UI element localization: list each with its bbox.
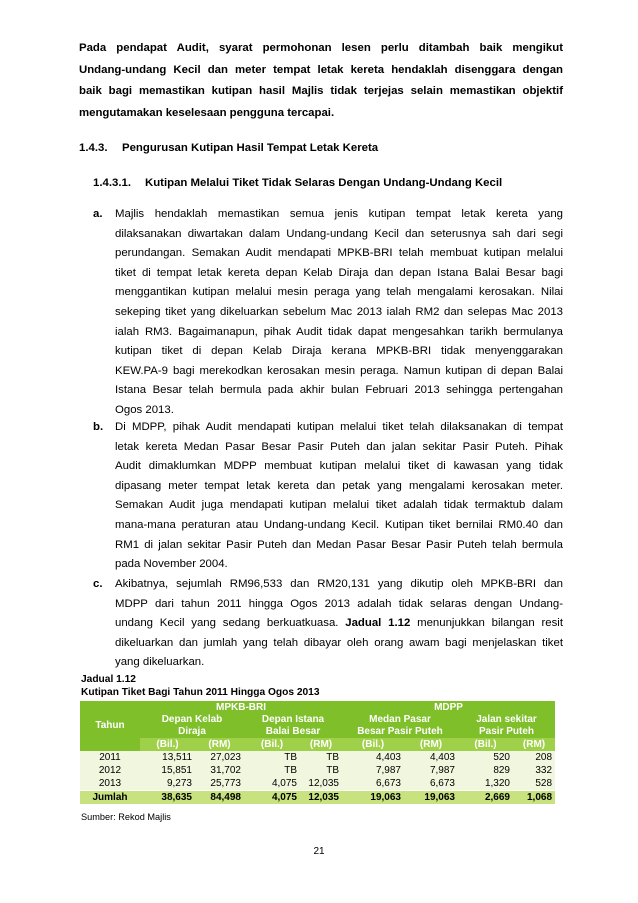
table-title: Kutipan Tiket Bagi Tahun 2011 Hingga Ogos 2013 (81, 687, 320, 698)
paragraph-text: menunjukkan bilangan resit (410, 617, 563, 630)
paragraph-line: dipasang meter tempat letak kereta dan petak yang mengalami kerosakan meter. (115, 479, 563, 492)
table-header-row (80, 714, 555, 738)
intro-line: mengutamakan keselesaan pengguna tercapai. (79, 106, 335, 119)
table-cell: 27,023 (195, 751, 244, 764)
col-depan-kelab-diraja (140, 714, 244, 738)
table-cell: 7,987 (404, 764, 458, 777)
table-cell: 9,273 (140, 777, 195, 791)
table-cell: TB (244, 751, 300, 764)
section-title: Pengurusan Kutipan Hasil Tempat Letak Kereta (122, 142, 379, 154)
table-cell: 25,773 (195, 777, 244, 791)
paragraph-c (93, 575, 563, 673)
table-cell: 4,075 (244, 791, 300, 805)
paragraph-line: dikeluarkan dan jumlah yang telah dibayar oleh orang awam bagi menjelaskan tiket (115, 636, 563, 649)
table-cell: 829 (458, 764, 513, 777)
paragraph-line: perundangan. Semakan Audit mendapati MPKB-BRI telah membuat kutipan melalui (115, 247, 563, 260)
table-total-row (80, 791, 555, 805)
paragraph-text: undang Kecil yang sedang berkuatkuasa. (115, 617, 346, 630)
table-cell: 15,851 (140, 764, 195, 777)
paragraph-line: Istana Besar telah bermula pada akhir bulan Februari 2013 sehingga pertengahan (115, 384, 563, 397)
table-cell: TB (244, 764, 300, 777)
intro-paragraph (79, 38, 563, 124)
unit-rm: (RM) (513, 738, 555, 751)
table-cell: TB (300, 764, 342, 777)
table-caption (81, 673, 320, 699)
header-line: Depan Kelab (161, 714, 223, 725)
paragraph-line: tiket di tempat letak kereta depan Kelab Diraja dan depan Istana Balai Besar bagi (115, 266, 563, 279)
header-line: Pasir Puteh (479, 726, 535, 737)
table-cell: 13,511 (140, 751, 195, 764)
table-cell: 208 (513, 751, 555, 764)
table-cell: 12,035 (300, 777, 342, 791)
paragraph-line: menggantikan kutipan melalui mesin peraga yang telah mengalami kerosakan. Nilai (115, 286, 563, 299)
paragraph-line: letak kereta Medan Pasar Besar Pasir Puteh dan jalan sekitar Pasir Puteh. Pihak (115, 440, 563, 453)
intro-line: Undang-undang Kecil dan meter tempat letak kereta hendaklah disenggara dengan (79, 63, 563, 76)
table-number: Jadual 1.12 (81, 674, 136, 685)
table-cell: Jumlah (80, 791, 140, 805)
table-cell: 2011 (80, 751, 140, 764)
table-cell: 528 (513, 777, 555, 791)
table-cell: 1,068 (513, 791, 555, 805)
paragraph-line: ialah RM3. Bagaimanapun, pihak Audit tidak dapat mengesahkan tarikh bermulanya (115, 325, 563, 338)
paragraph-line: Semakan Audit juga mendapati kutipan melalui tiket adalah tidak termaktub dalam (115, 499, 563, 512)
paragraph-line: kutipan tiket di depan Kelab Diraja kerana MPKB-BRI tidak menyenggarakan (115, 345, 563, 358)
paragraph-line: Audit dimaklumkan MDPP membuat kutipan melalui tiket di kawasan yang tidak (115, 460, 563, 473)
paragraph-a (93, 205, 563, 421)
table-row (80, 777, 555, 791)
paragraph-line: mana-mana peraturan atau Undang-undang Kecil. Kutipan tiket bernilai RM0.40 dan (115, 518, 563, 531)
table-cell: 4,403 (404, 751, 458, 764)
paragraph-label: c. (93, 578, 103, 590)
header-line: Jalan sekitar (476, 714, 537, 725)
header-line: Medan Pasar (369, 714, 431, 725)
table-row (80, 764, 555, 777)
header-line: Depan Istana (261, 714, 325, 725)
table-cell: 4,075 (244, 777, 300, 791)
paragraph-line: yang dikeluarkan. (115, 656, 205, 669)
paragraph-line: Ogos 2013. (115, 403, 174, 416)
paragraph-line: MDPP dari tahun 2011 hingga Ogos 2013 adalah tidak selaras dengan Undang- (115, 597, 563, 610)
subsection-title: Kutipan Melalui Tiket Tidak Selaras Dengan Undang-Undang Kecil (145, 177, 503, 189)
paragraph-line: Akibatnya, sejumlah RM96,533 dan RM20,131 yang dikutip oleh MPKB-BRI dan (115, 578, 563, 590)
unit-bil: (Bil.) (140, 738, 195, 751)
table-cell: 520 (458, 751, 513, 764)
section-number: 1.4.3. (79, 142, 108, 154)
paragraph-line: RM1 di jalan sekitar Pasir Puteh dan Medan Pasar Besar Pasir Puteh telah bermula (115, 538, 563, 551)
table-cell: 4,403 (342, 751, 404, 764)
unit-rm: (RM) (195, 738, 244, 751)
col-tahun: Tahun (80, 701, 140, 751)
header-line: Diraja (178, 726, 206, 737)
table-cell: 332 (513, 764, 555, 777)
table-cell: 6,673 (404, 777, 458, 791)
table-cell: 19,063 (342, 791, 404, 805)
table-row (80, 751, 555, 764)
intro-line: baik bagi memastikan kutipan hasil Majlis tidak terjejas selain memastikan objektif (79, 85, 563, 97)
table-cell: 31,702 (195, 764, 244, 777)
table-unit-row (80, 738, 555, 751)
group-mpkb-bri: MPKB-BRI (140, 701, 342, 714)
table-cell: 2,669 (458, 791, 513, 805)
intro-line: Pada pendapat Audit, syarat permohonan lesen perlu ditambah baik mengikut (79, 42, 563, 54)
table-cell: 12,035 (300, 791, 342, 805)
paragraph-line: Di MDPP, pihak Audit mendapati kutipan melalui tiket telah dilaksanakan di tempat (115, 421, 563, 433)
ticket-collection-table (80, 701, 555, 804)
paragraph-line: pada November 2004. (115, 558, 228, 571)
table-cell: 6,673 (342, 777, 404, 791)
paragraph-line: dilaksanakan diwartakan dalam Undang-undang Kecil dan seterusnya sah dari segi (115, 227, 563, 240)
unit-rm: (RM) (404, 738, 458, 751)
table-cell: TB (300, 751, 342, 764)
section-heading (79, 142, 378, 154)
subsection-number: 1.4.3.1. (93, 177, 131, 189)
paragraph-line: KEW.PA-9 bagi merekodkan kerosakan mesin peraga. Namun kutipan di depan Balai (115, 364, 563, 377)
table-cell: 2012 (80, 764, 140, 777)
col-medan-pasar (342, 714, 458, 738)
table-cell: 2013 (80, 777, 140, 791)
paragraph-line: Majlis hendaklah memastikan semua jenis kutipan tempat letak kereta yang (115, 208, 563, 220)
page-number: 21 (313, 846, 325, 857)
table-cell: 19,063 (404, 791, 458, 805)
table-cell: 1,320 (458, 777, 513, 791)
unit-bil: (Bil.) (342, 738, 404, 751)
table-cell: 7,987 (342, 764, 404, 777)
header-line: Besar Pasir Puteh (357, 726, 443, 737)
paragraph-b (93, 418, 563, 575)
header-line: Balai Besar (265, 726, 321, 737)
paragraph-line: sekeping tiket yang dikeluarkan sebelum Mac 2013 ialah RM2 dan selepas Mac 2013 (115, 305, 563, 318)
table-cell: 84,498 (195, 791, 244, 805)
paragraph-line (115, 614, 563, 634)
col-depan-istana-balai-besar (244, 714, 342, 738)
table-reference: Jadual 1.12 (345, 617, 411, 630)
unit-bil: (Bil.) (244, 738, 300, 751)
unit-rm: (RM) (300, 738, 342, 751)
subsection-heading (93, 177, 502, 189)
table-header-row (80, 701, 555, 714)
table-cell: 38,635 (140, 791, 195, 805)
table-source: Sumber: Rekod Majlis (81, 812, 171, 822)
col-jalan-sekitar (458, 714, 555, 738)
paragraph-label: a. (93, 208, 103, 220)
group-mdpp: MDPP (342, 701, 555, 714)
unit-bil: (Bil.) (458, 738, 513, 751)
paragraph-label: b. (93, 421, 104, 433)
